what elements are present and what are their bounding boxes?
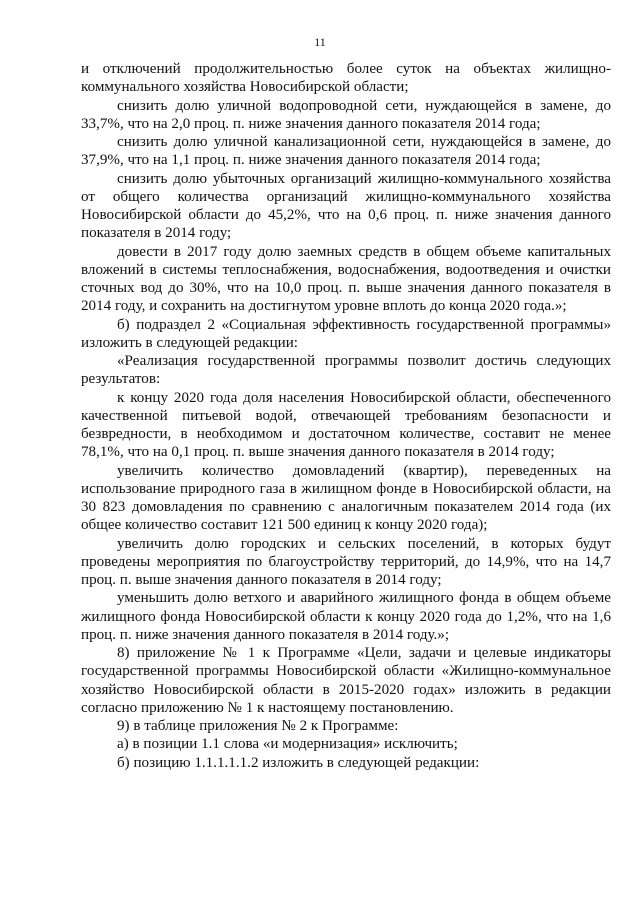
paragraph-appendix-2-table: 9) в таблице приложения № 2 к Программе: [117,718,399,734]
paragraph-sewer-network: снизить долю уличной канализационной сети, нуждающейся в замене, до 37,9%, что на 1,1 проц. п. ниже значения данного показателя 2014 года; [81,134,611,169]
paragraph-water-network: снизить долю уличной водопроводной сети, нуждающейся в замене, до 33,7%, что на 2,0 проц. п. ниже значения данного показателя 2014 года; [81,97,611,132]
paragraph-unprofitable-orgs: снизить долю убыточных организаций жилищно-коммунального хозяйства от общего количества организаций жилищно-коммунального хозяйства Новосибирской области до 45,2%, что на 0,6 проц. п. ниже значения данного показателя в 2014 году; [81,170,611,242]
document-body [81,60,611,772]
paragraph-appendix-1: 8) приложение № 1 к Программе «Цели, задачи и целевые индикаторы государственной программы Новосибирской области «Жилищно-коммунальное хозяйство Новосибирской области в 2015-2020 годах» изложить в редакции согласно приложению № 1 к настоящему постановлению. [81,645,611,716]
paragraph-program-results: «Реализация государственной программы позволит достичь следующих результатов: [81,353,611,388]
paragraph-borrowed-funds: довести в 2017 году долю заемных средств в общем объеме капитальных вложений в системы теплоснабжения, водоснабжения, водоотведения и очистки сточных вод до 30%, что на 10,0 проц. п. выше значения данного показателя в 2014 году, и сохранить на достигнутом уровне вплоть до конца 2020 года.»; [81,243,611,315]
paragraph-drinking-water: к концу 2020 года доля населения Новосибирской области, обеспеченного качественной питьевой водой, отвечающей требованиям безопасности и безвредности, в необходимом и достаточном количестве, составит не менее 78,1%, что на 0,1 проц. п. выше значения данного показателя в 2014 году; [81,389,611,461]
paragraph-item-a: а) в позиции 1.1 слова «и модернизация» исключить; [117,736,458,753]
paragraph-subsection-2: б) подраздел 2 «Социальная эффективность государственной программы» изложить в следующей редакции: [81,316,611,351]
paragraph-item-b: б) позицию 1.1.1.1.1.2 изложить в следующей редакции: [117,754,480,771]
paragraph-continuation: и отключений продолжительностью более суток на объектах жилищно-коммунального хозяйства Новосибирской области; [81,61,611,96]
paragraph-dilapidated-housing: уменьшить долю ветхого и аварийного жилищного фонда в общем объеме жилищного фонда Новосибирской области к концу 2020 года до 1,2%, что на 1,6 проц. п. ниже значения данного показателя в 2014 году.»; [81,590,611,643]
paragraph-gas-households: увеличить количество домовладений (квартир), переведенных на использование природного газа в жилищном фонде в Новосибирской области, на 30 823 домовладения по сравнению с аналогичным показателем 2014 года (их общее количество составит 121 500 единиц к концу 2020 года); [81,462,611,534]
page-number: 11 [314,35,326,49]
paragraph-improvement: увеличить долю городских и сельских поселений, в которых будут проведены мероприятия по благоустройству территорий, до 14,9%, что на 14,7 проц. п. выше значения данного показателя в 2014 году; [81,535,611,588]
